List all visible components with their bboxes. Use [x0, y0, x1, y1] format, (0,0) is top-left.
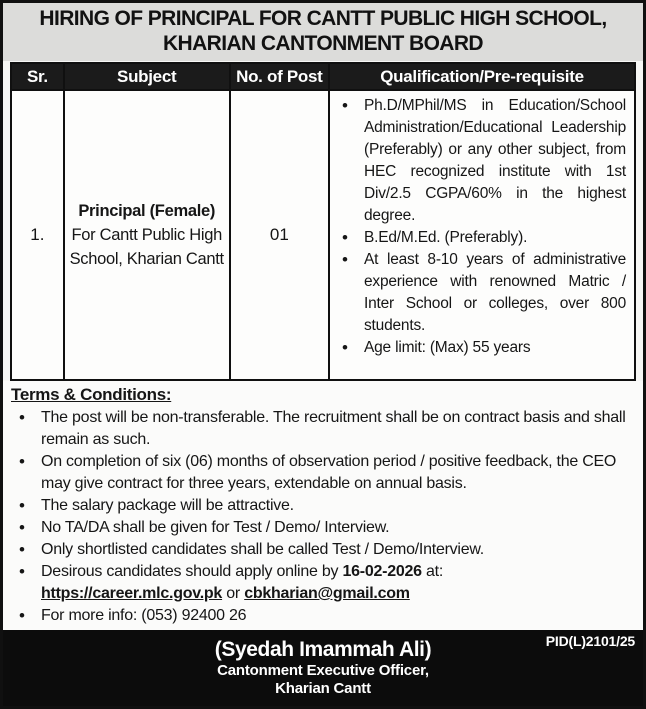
subject-institution: For Cantt Public High School, Kharian Cantt — [69, 226, 224, 268]
term-item: • On completion of six (06) months of observation period / positive feedback, the CEO may give contract for three years, extendable on annual basis. — [11, 451, 635, 495]
signatory-name: (Syedah Imammah Ali) — [214, 638, 432, 661]
signatory-location: Kharian Cantt — [275, 680, 371, 697]
table-row — [11, 90, 635, 380]
col-header-subject: Subject — [64, 63, 230, 90]
qualification-item: • At least 8-10 years of administrative experience with renowned Matric / Inter School or colleges, over 800 students. — [330, 249, 630, 337]
terms-section — [3, 381, 643, 630]
col-header-sr: Sr. — [11, 63, 64, 90]
email-link[interactable]: cbkharian@gmail.com — [244, 585, 410, 602]
cell-subject — [64, 90, 230, 380]
subject-position: Principal (Female) — [78, 202, 216, 220]
cell-posts: 01 — [230, 90, 329, 380]
apply-prefix: Desirous candidates should apply online by — [41, 563, 343, 580]
table-header-row — [11, 63, 635, 90]
ad-title-line2: KHARIAN CANTONMENT BOARD — [162, 32, 484, 55]
cell-qualification — [329, 90, 635, 380]
col-header-posts: No. of Post — [230, 63, 329, 90]
terms-heading: Terms & Conditions: — [11, 385, 172, 404]
career-portal-link[interactable]: https://career.mlc.gov.pk — [41, 585, 223, 602]
pid-number: PID(L)2101/25 — [545, 633, 635, 649]
terms-list — [11, 407, 635, 627]
term-more-info: • For more info: (053) 92400 26 — [11, 605, 635, 627]
apply-conjunction: or — [222, 585, 245, 602]
qualification-item: • B.Ed/M.Ed. (Preferably). — [330, 227, 630, 249]
term-item: • The salary package will be attractive. — [11, 495, 635, 517]
signature-footer — [3, 630, 643, 706]
term-item: • The post will be non-transferable. The recruitment shall be on contract basis and shall remain as such. — [11, 407, 635, 451]
qualification-item: • Ph.D/MPhil/MS in Education/School Administration/Educational Leadership (Preferably) or any other subject, from HEC recognized institute with 1st Div/2.5 CGPA/60% in the highest degree. — [330, 95, 630, 227]
ad-title — [3, 3, 643, 61]
vacancy-table-wrap — [3, 61, 643, 381]
apply-suffix: at: — [421, 563, 444, 580]
col-header-qualification: Qualification/Pre-requisite — [329, 63, 635, 90]
qualification-item: • Age limit: (Max) 55 years — [330, 337, 630, 359]
cell-sr: 1. — [11, 90, 64, 380]
term-item: • No TA/DA shall be given for Test / Demo/ Interview. — [11, 517, 635, 539]
term-item: • Only shortlisted candidates shall be called Test / Demo/Interview. — [11, 539, 635, 561]
term-apply — [11, 561, 635, 605]
apply-deadline: 16-02-2026 — [342, 563, 422, 580]
ad-title-line1: HIRING OF PRINCIPAL FOR CANTT PUBLIC HIGH SCHOOL, — [39, 7, 607, 30]
vacancy-table — [10, 62, 636, 381]
signatory-designation: Cantonment Executive Officer, — [217, 662, 429, 679]
qualification-list — [330, 95, 630, 375]
